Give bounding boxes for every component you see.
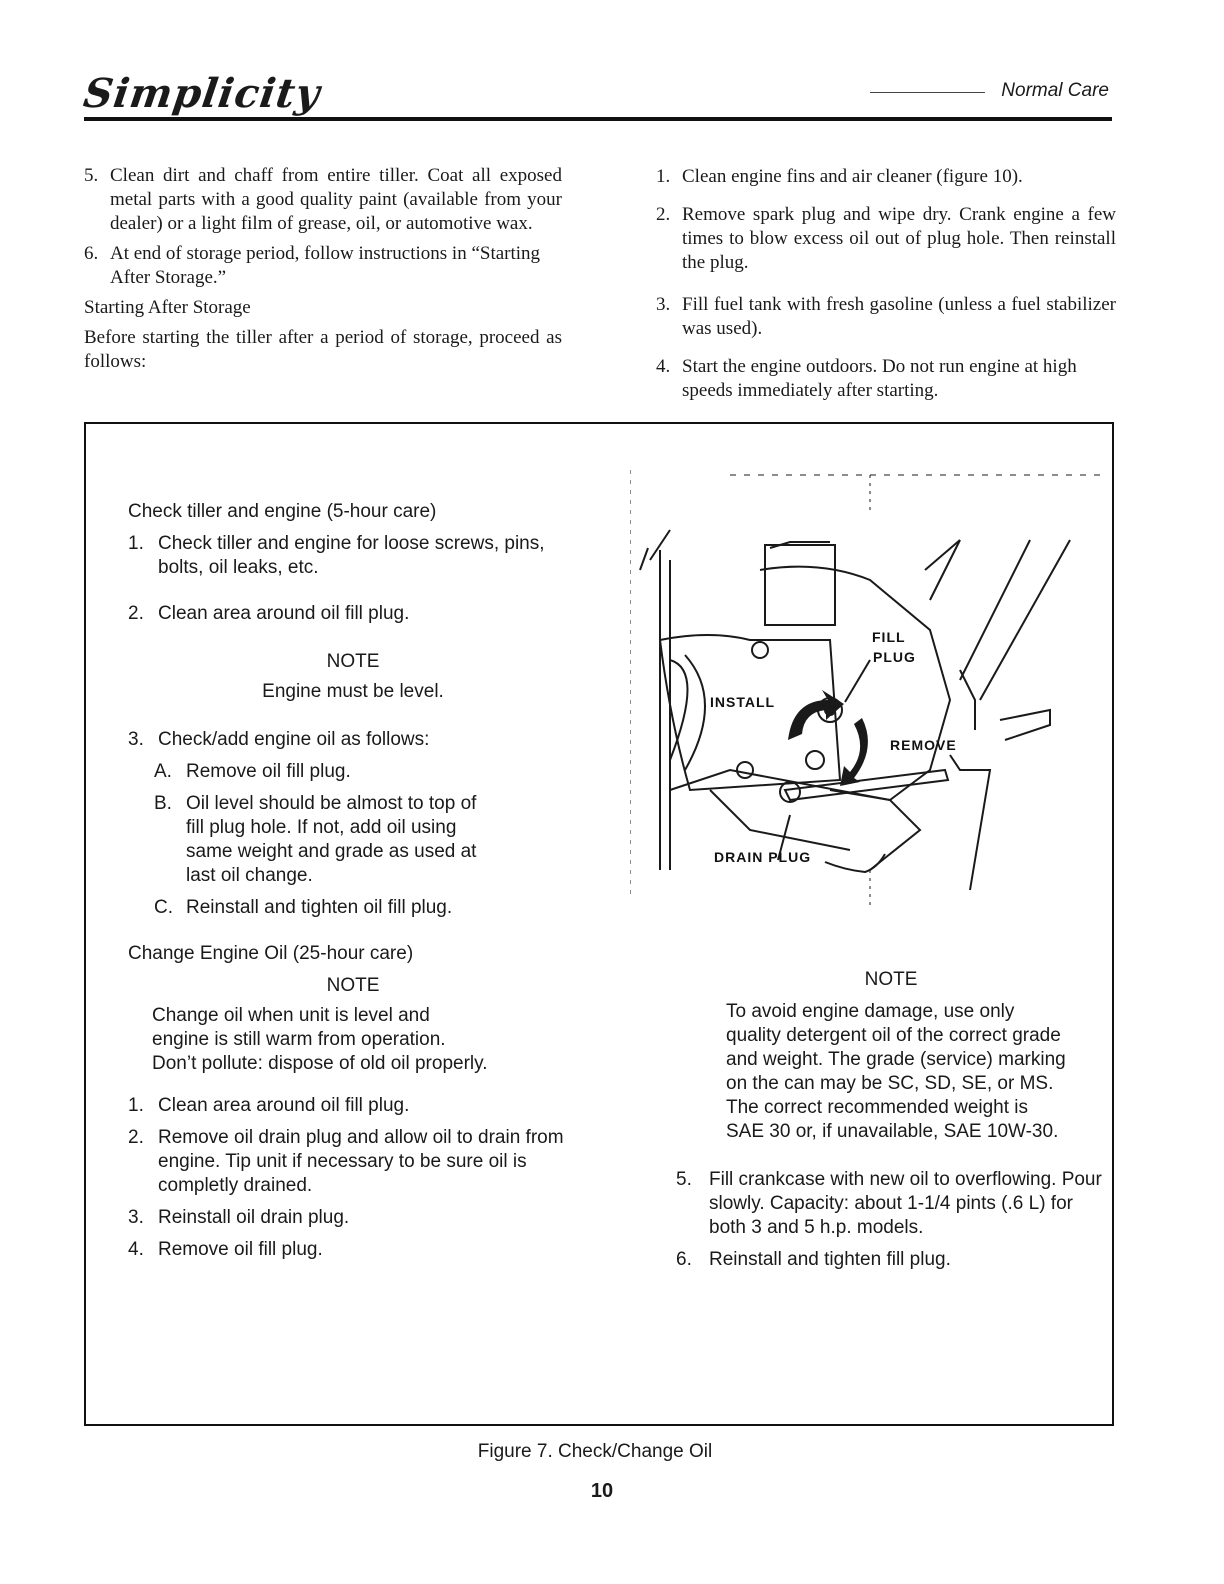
list-item xyxy=(676,1248,1106,1272)
list-number: 5. xyxy=(676,1169,692,1190)
remove-arrow-icon xyxy=(840,718,868,786)
list-item xyxy=(128,602,578,626)
list-item xyxy=(128,1206,578,1230)
note-title: NOTE xyxy=(326,651,380,672)
list-number: 4. xyxy=(128,1239,144,1260)
list-number: 4. xyxy=(656,356,671,377)
list-text: Oil level should be almost to top of fill plug hole. If not, add oil using same weight and grade as used at last oil change. xyxy=(186,793,477,886)
list-text: Clean area around oil fill plug. xyxy=(158,1095,410,1116)
fill-label: FILL xyxy=(872,629,906,645)
list-item xyxy=(128,1094,578,1118)
change-heading: Change Engine Oil (25-hour care) xyxy=(128,943,414,964)
check-heading: Check tiller and engine (5-hour care) xyxy=(128,501,437,522)
list-item xyxy=(128,532,578,580)
list-number: 3. xyxy=(656,294,671,315)
list-item xyxy=(128,1126,578,1198)
list-item xyxy=(84,242,562,290)
list-number: 3. xyxy=(128,1207,144,1228)
left-column xyxy=(84,164,562,374)
list-number: 3. xyxy=(128,729,144,750)
note-text: To avoid engine damage, use only quality detergent oil of the correct grade and weight. The grade (service) marking on the can may be SC, SD, SE, or MS. The correct recommended weight is SAE 30 or, if unavailable, SAE 10W-30. xyxy=(726,1001,1066,1142)
list-item xyxy=(84,164,562,236)
list-letter: B. xyxy=(154,793,172,814)
list-text: Reinstall and tighten fill plug. xyxy=(709,1249,951,1270)
note-text: Change oil when unit is level and engine is still warm from operation. Don’t pollute: dispose of old oil properly. xyxy=(152,1005,488,1074)
list-item xyxy=(656,293,1116,341)
plug-label: PLUG xyxy=(873,649,916,665)
list-text: At end of storage period, follow instructions in “Starting After Storage.” xyxy=(110,243,541,288)
list-text: Start the engine outdoors. Do not run engine at high speeds immediately after starting. xyxy=(682,356,1077,401)
sub-list-item xyxy=(154,760,578,784)
list-text: Check tiller and engine for loose screws, pins, bolts, oil leaks, etc. xyxy=(158,533,545,578)
list-text: Fill crankcase with new oil to overflowing. Pour slowly. Capacity: about 1-1/4 pints (.6 L) for both 3 and 5 h.p. models. xyxy=(709,1169,1102,1238)
list-text: Remove oil fill plug. xyxy=(158,1239,323,1260)
sub-list-item xyxy=(154,792,486,888)
list-text: Reinstall and tighten oil fill plug. xyxy=(186,897,453,918)
figure-caption: Figure 7. Check/Change Oil xyxy=(477,1441,713,1462)
intro-paragraph: Before starting the tiller after a period of storage, proceed as follows: xyxy=(84,327,562,372)
brand-logo: Simplicity xyxy=(80,70,324,117)
engine-oil-plug-illustration xyxy=(630,470,1100,910)
list-number: 6. xyxy=(676,1249,692,1270)
note-text: Engine must be level. xyxy=(262,681,444,702)
list-item xyxy=(656,355,1116,403)
list-text: Remove oil fill plug. xyxy=(186,761,351,782)
list-number: 5. xyxy=(84,165,99,186)
list-number: 1. xyxy=(128,533,144,554)
section-title: Normal Care xyxy=(1001,80,1109,101)
list-number: 2. xyxy=(128,603,144,624)
header-rule xyxy=(84,117,1112,121)
list-letter: A. xyxy=(154,761,172,782)
list-text: Remove oil drain plug and allow oil to drain from engine. Tip unit if necessary to be sure oil is completly drained. xyxy=(158,1127,564,1196)
list-number: 2. xyxy=(128,1127,144,1148)
list-text: Fill fuel tank with fresh gasoline (unless a fuel stabilizer was used). xyxy=(682,294,1116,339)
list-number: 1. xyxy=(656,166,671,187)
list-item xyxy=(676,1168,1106,1240)
page-number: 10 xyxy=(590,1480,614,1502)
figure-right-text xyxy=(676,968,1106,1272)
list-item xyxy=(656,203,1116,275)
list-number: 2. xyxy=(656,204,671,225)
note-title: NOTE xyxy=(326,975,380,996)
list-text: Remove spark plug and wipe dry. Crank engine a few times to blow excess oil out of plug hole. Then reinstall the plug. xyxy=(682,204,1116,273)
section-title-rule xyxy=(870,92,985,93)
list-item xyxy=(128,1238,578,1262)
list-number: 1. xyxy=(128,1095,144,1116)
list-letter: C. xyxy=(154,897,173,918)
subheading-starting-after-storage: Starting After Storage xyxy=(84,297,251,318)
list-text: Clean area around oil fill plug. xyxy=(158,603,410,624)
right-column xyxy=(656,165,1116,403)
sub-list-item xyxy=(154,896,578,920)
list-text: Check/add engine oil as follows: xyxy=(158,729,430,750)
list-item xyxy=(656,165,1116,189)
list-item xyxy=(128,728,578,752)
install-label: INSTALL xyxy=(710,694,776,710)
figure-left-text xyxy=(128,500,578,1262)
drain-plug-label: DRAIN PLUG xyxy=(714,849,812,865)
remove-label: REMOVE xyxy=(890,737,957,753)
note-title: NOTE xyxy=(864,969,918,990)
list-text: Clean engine fins and air cleaner (figure 10). xyxy=(682,166,1023,187)
list-number: 6. xyxy=(84,243,99,264)
list-text: Clean dirt and chaff from entire tiller. Coat all exposed metal parts with a good quality paint (available from your dealer) or a light film of grease, oil, or automotive wax. xyxy=(110,165,562,234)
list-text: Reinstall oil drain plug. xyxy=(158,1207,350,1228)
